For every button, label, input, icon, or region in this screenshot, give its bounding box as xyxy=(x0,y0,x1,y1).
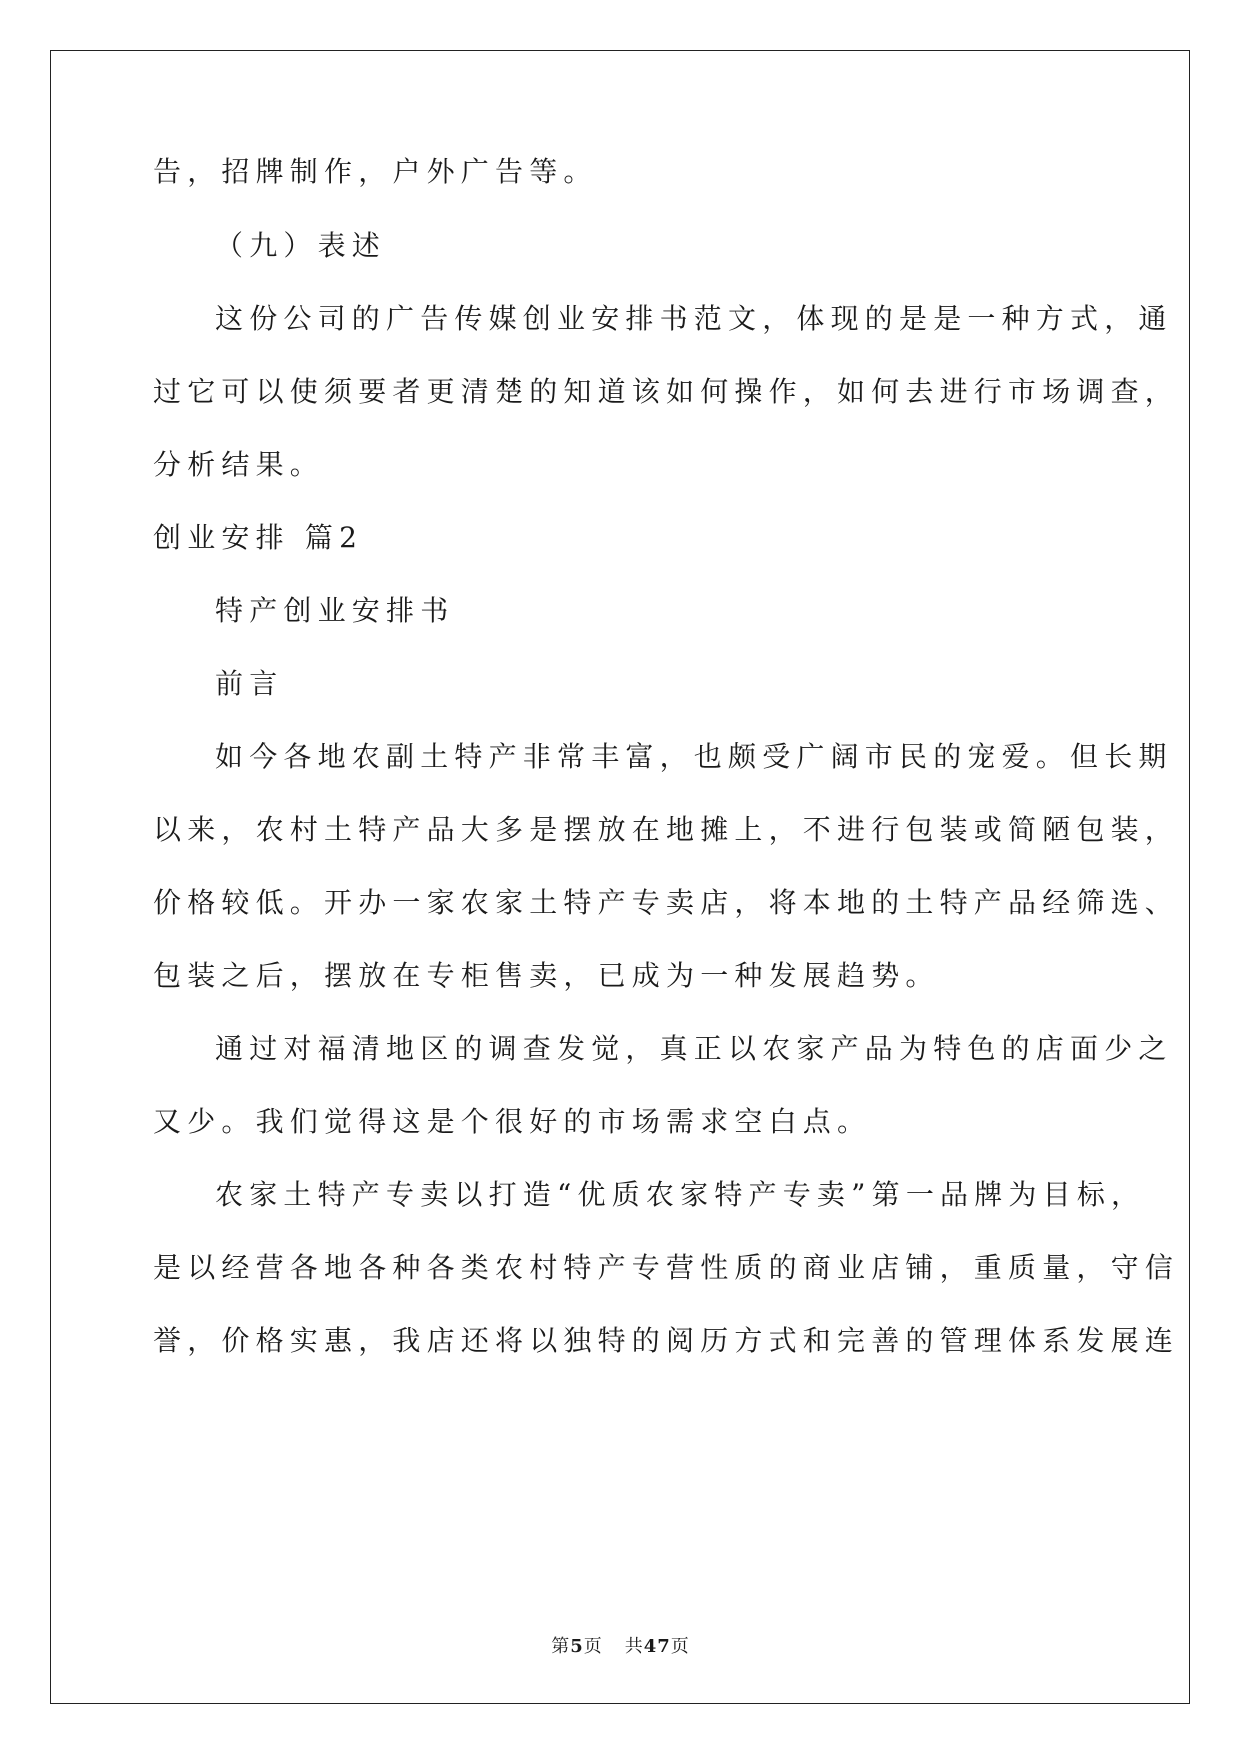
text-line: 这份公司的广告传媒创业安排书范文，体现的是是一种方式，通 xyxy=(215,302,1173,335)
text-line: 包装之后，摆放在专柜售卖，已成为一种发展趋势。 xyxy=(153,959,940,992)
text-line: 是以经营各地各种各类农村特产专营性质的商业店铺，重质量，守信 xyxy=(153,1251,1180,1284)
total-page-count: 47 xyxy=(643,1636,671,1657)
footer-prefix: 第 xyxy=(551,1636,571,1657)
text-line: 又少。我们觉得这是个很好的市场需求空白点。 xyxy=(153,1105,872,1138)
chapter-heading: 创业安排 篇2 xyxy=(153,521,364,554)
document-title: 特产创业安排书 xyxy=(215,594,455,627)
footer-total-prefix: 共 xyxy=(624,1636,644,1657)
footer-page-unit: 页 xyxy=(583,1636,603,1657)
text-line: 过它可以使须要者更清楚的知道该如何操作，如何去进行市场调查， xyxy=(153,375,1180,408)
text-line: 誉，价格实惠，我店还将以独特的阅历方式和完善的管理体系发展连 xyxy=(153,1324,1180,1357)
text-line: 如今各地农副土特产非常丰富，也颇受广阔市民的宠爱。但长期 xyxy=(215,740,1173,773)
text-line: 告，招牌制作，户外广告等。 xyxy=(153,155,598,188)
text-line: 农家土特产专卖以打造“优质农家特产专卖”第一品牌为目标， xyxy=(215,1178,1146,1211)
text-line: 分析结果。 xyxy=(153,448,325,481)
section-heading: （九）表述 xyxy=(215,229,387,262)
section-heading: 前言 xyxy=(215,667,284,700)
page-border xyxy=(50,50,1190,1704)
text-line: 价格较低。开办一家农家土特产专卖店，将本地的土特产品经筛选、 xyxy=(153,886,1180,919)
text-line: 以来，农村土特产品大多是摆放在地摊上，不进行包装或简陋包装， xyxy=(153,813,1180,846)
current-page-number: 5 xyxy=(570,1636,584,1657)
text-line: 通过对福清地区的调查发觉，真正以农家产品为特色的店面少之 xyxy=(215,1032,1173,1065)
page-footer xyxy=(0,1632,1241,1658)
footer-total-unit: 页 xyxy=(670,1636,690,1657)
